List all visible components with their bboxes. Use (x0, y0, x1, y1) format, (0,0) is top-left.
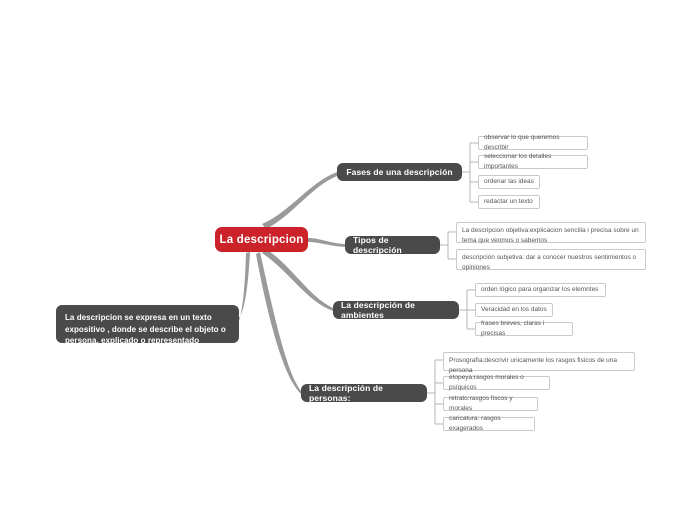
branch-node-personas[interactable]: La descripción de personas: (301, 384, 427, 402)
connector-root-to-branch-4 (256, 252, 301, 394)
leaf-node[interactable]: frases breves, claras i precisas (475, 322, 573, 336)
connector-root-to-branch-3 (262, 249, 333, 311)
connector-bracket-branch-4 (427, 360, 443, 424)
leaf-node[interactable]: etopeya:rasgos morales o psíquicos (443, 376, 550, 390)
connector-root-to-branch-2 (308, 238, 345, 247)
leaf-node[interactable]: Veracidad en los datos (475, 303, 553, 317)
leaf-node[interactable]: retrato:rasgos fiscos y morales (443, 397, 538, 411)
note-node[interactable]: La descripcion se expresa en un texto expositivo , donde se describe el objeto o persona, explicado o representado (56, 305, 239, 343)
branch-node-ambientes[interactable]: La descripción de ambientes (333, 301, 459, 319)
leaf-node[interactable]: caricatura: rasgos exagerados (443, 417, 535, 431)
connector-root-to-note (239, 252, 250, 321)
leaf-node[interactable]: ordenar las ideas (478, 175, 540, 189)
leaf-node[interactable]: redactar un texto (478, 195, 540, 209)
leaf-node[interactable]: La descripcion objetiva:explicacion sencilla i precisa sobre un tema que veomos o sabemos (456, 222, 646, 243)
root-node[interactable]: La descripcion (215, 227, 308, 252)
branch-node-fases[interactable]: Fases de una descripción (337, 163, 462, 181)
connector-bracket-branch-2 (440, 232, 456, 259)
connector-root-to-branch-1 (262, 172, 337, 229)
leaf-node[interactable]: Prosografía:descrivir unicamente los rasgos fisicos de una persona (443, 352, 635, 371)
connector-bracket-branch-3 (459, 290, 475, 329)
leaf-node[interactable]: observar lo que queremos describir (478, 136, 588, 150)
connector-bracket-branch-1 (462, 143, 478, 202)
branch-node-tipos[interactable]: Tipos de descripción (345, 236, 440, 254)
leaf-node[interactable]: orden lógico para organizar los elemntes (475, 283, 606, 297)
leaf-node[interactable]: seleccionar los detalles importantes (478, 155, 588, 169)
leaf-node[interactable]: descripción subjetiva: dar a conocer nuestros sentimientos o opiniones (456, 249, 646, 270)
